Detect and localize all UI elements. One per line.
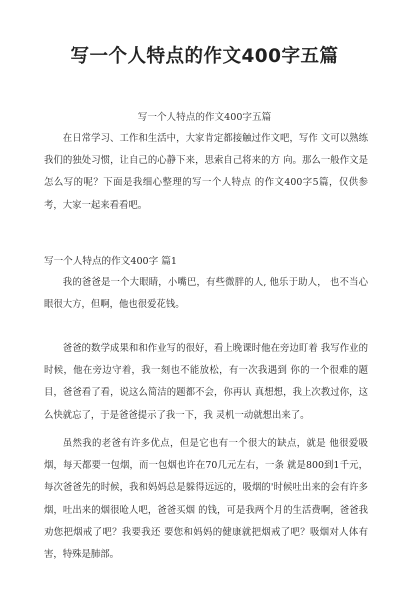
body-paragraph: 爸爸的数学成果和和作业写的很好，看上晚课时他在旁边盯着 我写作业的时候，他在旁边守着，我一刻也不能放松，有一次我遇到 你的一个很难的题目，爸爸看了看，说这么简洁的题都不会，你再认 真想想，我上次教过你，这么快就忘了，于是爸爸提示了我一下，我 灵机一动就想出来了。 [44, 343, 368, 421]
page-title: 写一个人特点的作文400字五篇 [70, 46, 339, 67]
intro-paragraph: 在日常学习、工作和生活中，大家肯定都接触过作文吧，写作 文可以熟练我们的独处习惯，让自己的心静下来，思索自己将来的方 向。那么一般作文是怎么写的呢？下面是我细心整理的写一个人特点 的作文400字5篇，仅供参考，大家一起来看看吧。 [44, 133, 368, 211]
article-subtitle: 写一个人特点的作文400字五篇 [137, 112, 272, 123]
body-paragraph: 我的爸爸是一个大眼睛，小嘴巴，有些微胖的人, 他乐于助人， 也不当心眼很大方，但啊，他也很爱花钱。 [44, 277, 368, 311]
section-heading: 写一个人特点的作文400字 篇1 [44, 256, 177, 267]
body-paragraph: 虽然我的老爸有许多优点，但是它也有一个很大的缺点，就是 他很爱吸烟，每天都要一包烟，而一包烟也许在70几元左右，一条 就是800到1千元，每次爸爸先的时候，我和妈妈总是躲得远远的，吸烟的'时候吐出来的会有许多烟，吐出来的烟很呛人吧，爸爸买烟 的钱，可是我两个月的生活费啊，爸爸我劝您把烟戒了吧？我要我还 要您和妈妈的健康就把烟戒了吧？吸烟对人体有害，特殊是肺部。 [44, 438, 368, 561]
